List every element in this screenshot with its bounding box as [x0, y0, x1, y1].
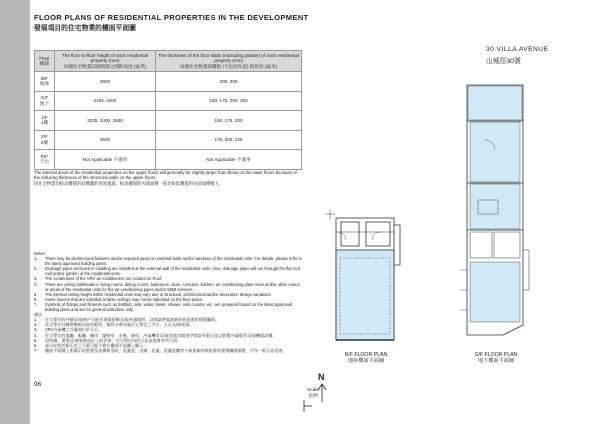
cell-slab: 150, 175, 200, 250: [156, 91, 302, 111]
list-item: 3. The condensers of the VRV air-conditioners are located on Roof.: [34, 276, 163, 282]
cell-height: 3500: [55, 130, 156, 150]
list-item: 5. 因結構、建築及/或裝修設計上的差異，住宅單位內的天花高度會有所不同。: [34, 337, 182, 343]
north-label: N: [318, 372, 325, 382]
list-item: 2. 住宅單位外牆裝飾板內設有喉管，喉管亦會穿過住宅單位之平台、天台及/或花園。: [34, 322, 194, 328]
cell-height: 3225, 3400, 3500: [55, 111, 156, 131]
cell-floor: B/F 地庫: [35, 72, 55, 92]
list-item: 4. There are ceiling bulkheads in living rooms, dining rooms, bedrooms, store, corridors, kitchen, air conditioning plant room and/or other rooms or areas of the residential units for the air-conditioning pipes and/or M&E services.: [34, 281, 300, 292]
list-item: 7. Symbols of fittings and fitments such as bathtub, sink, water closet, shower, sink counter, etc. are prepared based on the latest approved building plans and are for general indication only.: [34, 301, 293, 313]
cell-slab: 175, 200, 225: [156, 130, 302, 150]
list-item: 3. VRV冷氣機之冷凝器位於天台。: [34, 327, 103, 333]
north-arrow-icon: [318, 384, 326, 402]
page-title-cn: 發展項目的住宅物業的樓面平面圖: [34, 25, 136, 32]
list-item: 1. There may be architectural features and/or exposed pipes on external walls and/or windows of the residential units. For details, please refer to the latest approved building plans.: [34, 256, 302, 267]
unit-name-cn: 山城徑30號: [486, 58, 521, 65]
gf-floor-plan-drawing: [460, 85, 529, 335]
list-item: 4. 住宅單位的客廳、飯廳、睡房、儲物室、走廊、廚房、冷氣機房及/或其他房間或空間設有假天花以裝置冷氣喉管及/或機電設備。: [34, 332, 277, 338]
plan-label-bf: B/F FLOOR PLAN 地庫樓面平面圖: [344, 352, 388, 365]
cell-slab: 150, 175, 200: [156, 111, 302, 131]
cell-floor: R/F 天台: [35, 150, 55, 170]
list-item: 6. Some louvers that are installed at false ceilings may not be indicated on the floor plans.: [34, 296, 203, 302]
cell-height: 3800: [55, 72, 156, 92]
cell-slab: Not Applicable 不適用: [156, 150, 302, 170]
list-item: 2. Drainage pipes enclosed in cladding are installed at the external wall of the residential units. Also, drainage pipes will run through the flat roof, roof and/or garden of the residential units.: [34, 266, 302, 277]
list-item: 5. The internal ceiling height within residential units may vary due to structural, architectural and/or decoration design variations.: [34, 291, 272, 297]
list-item: 6. 部分安裝於假天花之百葉可能不會在樓面平面圖上顯示。: [34, 342, 148, 348]
unit-name: 30 VILLA AVENUE: [486, 46, 549, 53]
notes-heading: Notes:: [34, 251, 46, 256]
intro-text-cn: 因住宅物業的較高樓層的結構牆的厚度遞減，較高樓層的內部面積一般比較低樓層的內部面積稍大。: [34, 180, 224, 186]
notes-heading-cn: 備註：: [34, 312, 47, 318]
cell-height: Not Applicable 不適用: [55, 150, 156, 170]
page-title: FLOOR PLANS OF RESIDENTIAL PROPERTIES IN THE DEVELOPMENT: [34, 13, 309, 22]
list-item: 1. 住宅單位的外牆及/或窗戶可能有建築裝飾及/或外露喉管，詳情請參閱最新的經批准的建築圖則。: [34, 317, 220, 323]
plan-label-gf: G/F FLOOR PLAN 地下樓面平面圖: [474, 352, 518, 365]
scale-label: Scale 比例: [307, 388, 319, 399]
intro-text: The internal areas of the residential properties on the upper floors will generally be slightly larger than those on the lower floors because of the reducing thickness of the structural walls on the upper floors.: [34, 170, 297, 181]
scale-bar-icon: [304, 400, 312, 412]
bf-floor-plan-drawing: [325, 210, 400, 340]
cell-height: 4150, 4200: [55, 91, 156, 111]
cell-floor: 2/F 2樓: [35, 130, 55, 150]
cell-floor: 1/F 1樓: [35, 111, 55, 131]
cell-floor: G/F 地下: [35, 91, 55, 111]
header-floor: Floor 樓層: [35, 51, 55, 72]
header-slab: The thickness of the floor slabs (excluding plaster) of each residential property (mm) 每個住宅物業的樓板 (不包括灰泥) 的厚度 (毫米): [156, 51, 302, 72]
header-height: The floor-to-floor height of each residential property (mm) 每個住宅物業的層與層之間的高度 (毫米): [55, 51, 156, 72]
list-item: 7. 樓面平面圖上所顯示的裝置及設備如浴缸、洗滌盆、坐廁、花灑、洗滌盆櫃等乃按最新的經批准的建築圖則繪製，只作一般示意用途。: [34, 347, 287, 353]
page-number: 96: [34, 381, 42, 388]
cell-slab: 200, 300: [156, 72, 302, 92]
